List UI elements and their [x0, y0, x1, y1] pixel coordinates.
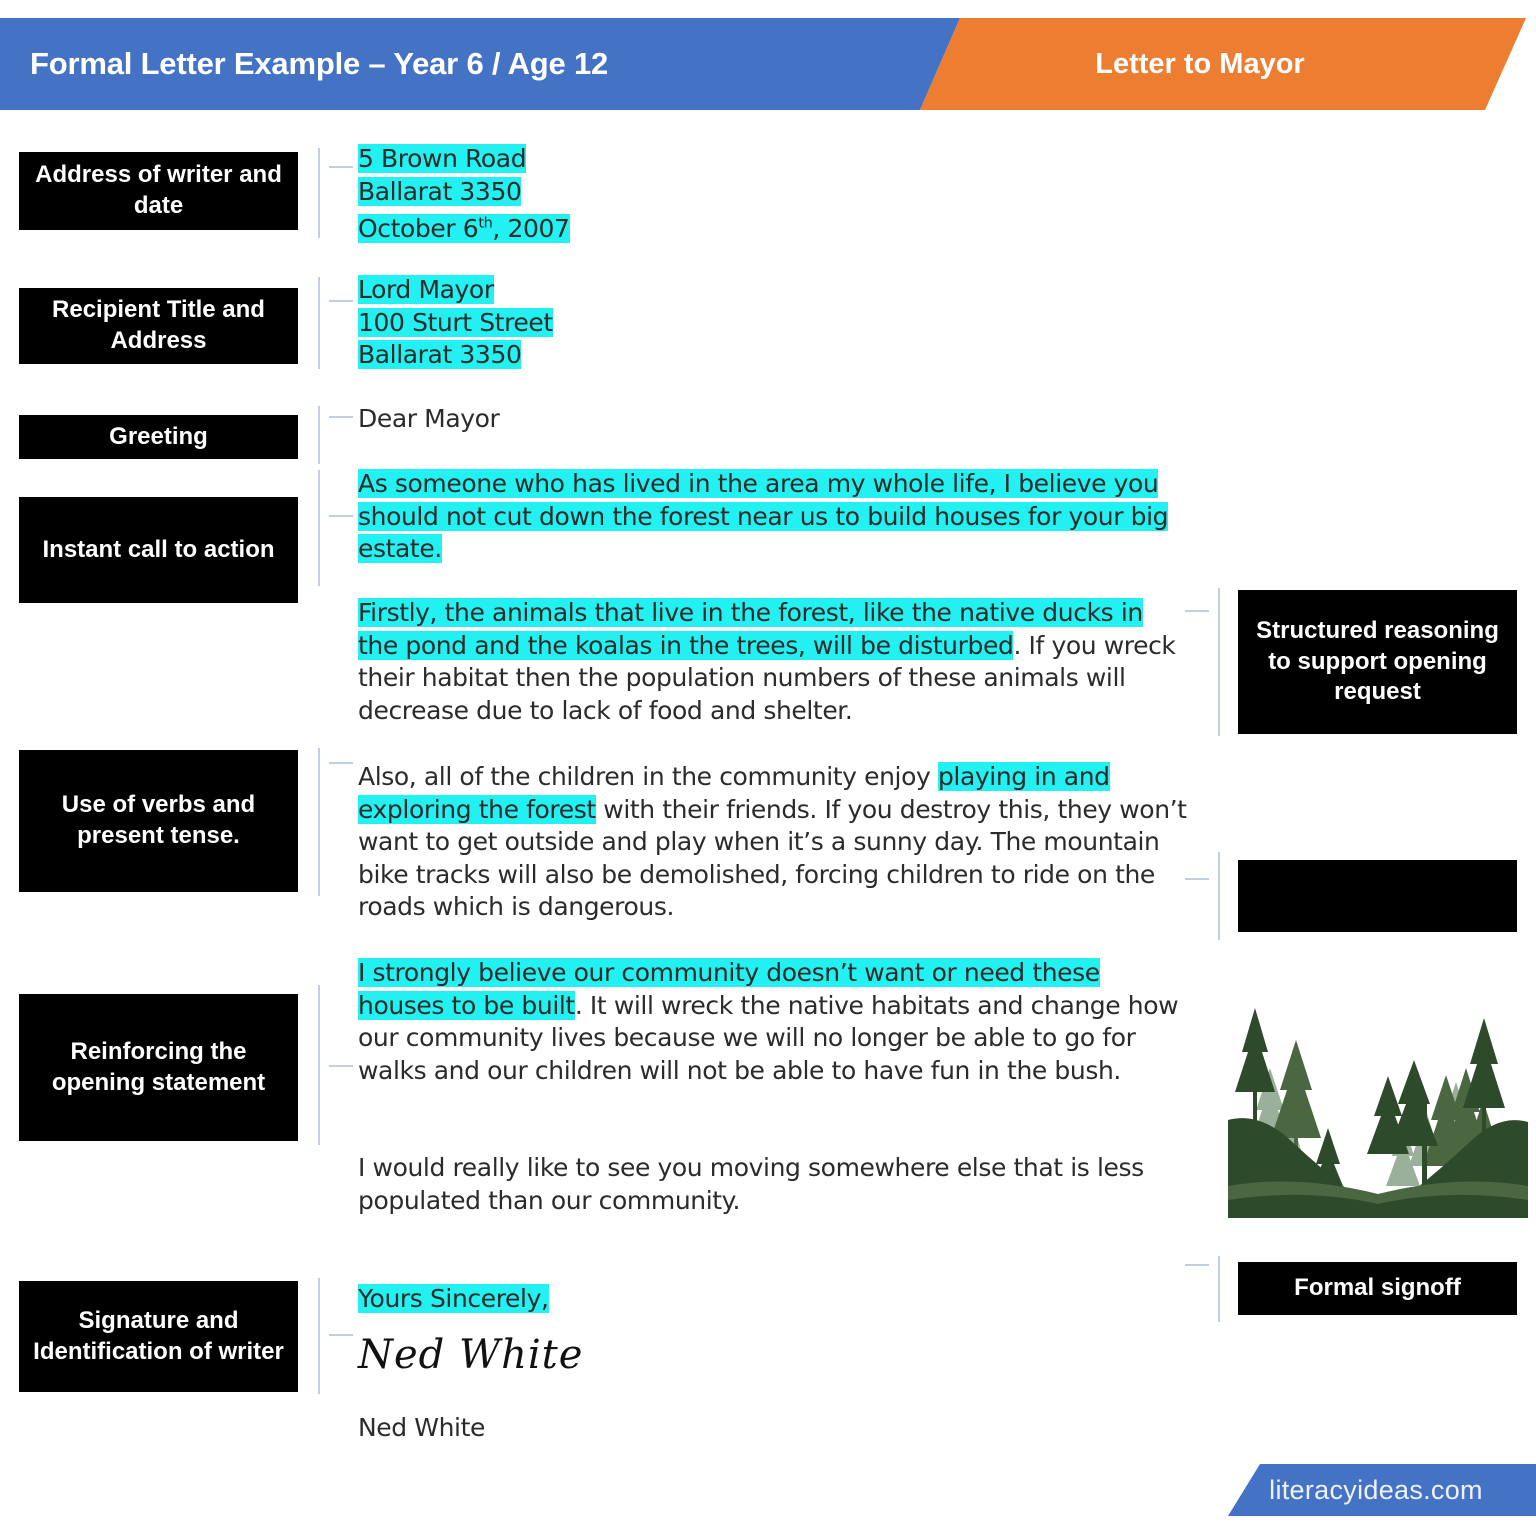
connector-formal-signoff — [1190, 1256, 1220, 1322]
connector-blank-box — [1190, 852, 1220, 940]
greeting-text: Dear Mayor — [358, 404, 500, 433]
header-banner — [0, 18, 1536, 110]
forest-illustration — [1228, 980, 1528, 1218]
signoff-text: Yours Sincerely, — [358, 1284, 549, 1313]
label-instant-call-to-action: Instant call to action — [19, 497, 298, 603]
connector-structured-reasoning — [1190, 588, 1220, 736]
recipient-address-block — [358, 274, 978, 372]
label-blank-box — [1238, 860, 1517, 932]
recipient-line1: Lord Mayor — [358, 275, 494, 304]
printed-signature-name: Ned White — [358, 1413, 485, 1442]
paragraph-strongly-believe: I strongly believe our community doesn’t want or need these houses to be built. It will wreck the native habitats and change how our community lives because we will no longer be able to go for walks and our children will not be able to have fun in the bush. — [358, 958, 1179, 1085]
writer-address-line1: 5 Brown Road — [358, 144, 527, 173]
label-recipient-title-and-address: Recipient Title and Address — [19, 288, 298, 364]
call-to-action-paragraph: As someone who has lived in the area my whole life, I believe you should not cut down the forest near us to build houses for your big estate. — [358, 469, 1169, 563]
footer-logo[interactable] — [1228, 1464, 1536, 1516]
label-greeting: Greeting — [19, 415, 298, 459]
label-use-of-verbs-and-present-tense: Use of verbs and present tense. — [19, 750, 298, 892]
label-address-of-writer-and-date: Address of writer and date — [19, 152, 298, 230]
writer-address-date: October 6th, 2007 — [358, 214, 570, 244]
recipient-line2: 100 Sturt Street — [358, 307, 553, 337]
writer-address-block — [358, 143, 978, 246]
page-title: Formal Letter Example – Year 6 / Age 12 — [30, 46, 609, 81]
handwritten-signature: Ned White — [358, 1332, 584, 1378]
paragraph-also: Also, all of the children in the community enjoy playing in and exploring the forest with their friends. If you destroy this, they won’t want to get outside and play when it’s a sunny day. The mountain bike tracks will also be demolished, forcing children to ride on the roads which is dangerous. — [358, 762, 1187, 921]
footer-site-name: literacyideas.com — [1269, 1474, 1483, 1505]
label-signature-and-identification-of-writer: Signature and Identification of writer — [19, 1281, 298, 1392]
paragraph-closing: I would really like to see you moving somewhere else that is less populated than our community. — [358, 1153, 1144, 1215]
paragraph-firstly: Firstly, the animals that live in the forest, like the native ducks in the pond and the koalas in the trees, will be disturbed. If you wreck their habitat then the population numbers of these animals will decrease due to lack of food and shelter. — [358, 598, 1176, 725]
label-reinforcing-the-opening-statement: Reinforcing the opening statement — [19, 994, 298, 1141]
writer-address-line2: Ballarat 3350 — [358, 176, 522, 206]
label-structured-reasoning: Structured reasoning to support opening request — [1238, 590, 1517, 734]
header-subtitle: Letter to Mayor — [1095, 47, 1305, 80]
label-formal-signoff: Formal signoff — [1238, 1262, 1517, 1315]
recipient-line3: Ballarat 3350 — [358, 340, 522, 369]
